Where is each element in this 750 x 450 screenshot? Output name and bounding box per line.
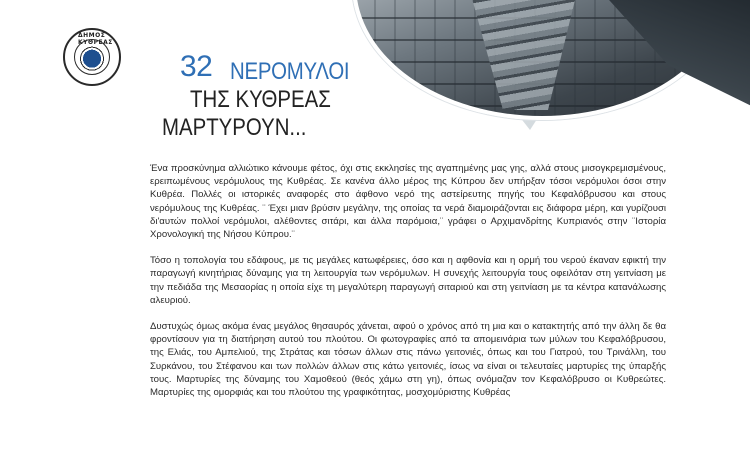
watermill-photo-circle — [352, 0, 732, 120]
article-paragraph-2: Τόσο η τοπολογία του εδάφους, με τις μεγάλες κατωφέρειες, όσο και η αφθονία και η ορμή του νερού έκαναν εφικτή την παραγωγή κινητήριας δύναμης για τη λειτουργία των νερόμυλων. Η συνεχής λειτουργία τους οφειλόταν στη γειτνίαση με την πεδιάδα της Μεσαορίας η οποία είχε τη μεγαλύτερη παραγωγή σιταριού και στη γειτνίαση με τα κέντρα κατανάλωσης αλευριού. — [150, 255, 666, 306]
article-body — [150, 162, 666, 412]
watermill-stairs-photo — [440, 0, 620, 110]
photo-dark-wedge — [600, 0, 750, 115]
municipality-seal-logo — [63, 28, 121, 86]
title-word-watermills: ΝΕΡΟΜΥΛΟΙ — [230, 58, 350, 85]
title-line-3: ΜΑΡΤΥΡΟΥΝ... — [162, 114, 307, 141]
article-paragraph-1: Ένα προσκύνημα αλλιώτικο κάνουμε φέτος, όχι στις εκκλησίες της αγαπημένης μας γης, αλλά στους μισογκρεμισμένους, ερειπωμένους νερόμυλους της Κυθρέας. Σε κανένα άλλο μέρος της Κύπρου δεν υπήρξαν τόσοι νερόμυλοι όσοι στην Κυθρέα. Πολλές οι ιστορικές αναφορές στο άφθονο νερό της αστείρευτης πηγής του Κεφαλόβρυσου και στους νερόμυλους της Κυθρέας. ¨ Έχει μιαν βρύσιν μεγάλην, της οποίας τα νερά διαμοιράζονται εις διάφορα μέρη, και γυρίζουσι δι'αυτών πολλοί νερόμυλοι, αλέθοντες σιτάρι, και άλλα παρόμοια,¨ γράφει ο Αρχιμανδρίτης Κυπριανός στην ¨Ιστορία Χρονολογική της Νήσου Κύπρου.¨ — [150, 163, 666, 241]
title-number: 32 — [180, 50, 213, 83]
title-line-2: ΤΗΣ ΚΥΘΡΕΑΣ — [190, 86, 331, 113]
photo-light-wedge — [420, 0, 620, 130]
seal-text: ΔΗΜΟΣ ΚΥΘΡΕΑΣ — [78, 32, 113, 46]
article-paragraph-3: Δυστυχώς όμως ακόμα ένας μεγάλος θησαυρός χάνεται, αφού ο χρόνος από τη μια και ο κατακτητής από την άλλη δε θα φροντίσουν για τη διατήρηση αυτού του πλούτου. Οι φωτογραφίες από τα απομεινάρια των μύλων του Κεφαλόβρυσου, της Ελιάς, του Αμπελιού, της Στράτας και τόσων άλλων στις πάνω γειτονιές, όπως και του Γιατρού, του Τρινάλλη, του Συρκάνου, του Στέφανου και των πολλών άλλων στις κάτω γειτονιές, ίσως να είναι οι τελευταίες μαρτυρίες της ύπαρξής τους. Μαρτυρίες της δύναμης του Χαμοθεού (θεός χάμω στη γη), όπως ονόμαζαν τον Κεφαλόβρυσο οι Κυθρεώτες. Μαρτυρίες της ομορφιάς και του πλούτου της γραφικότητας, μοσχομύριστης Κυθρέας — [150, 321, 666, 399]
